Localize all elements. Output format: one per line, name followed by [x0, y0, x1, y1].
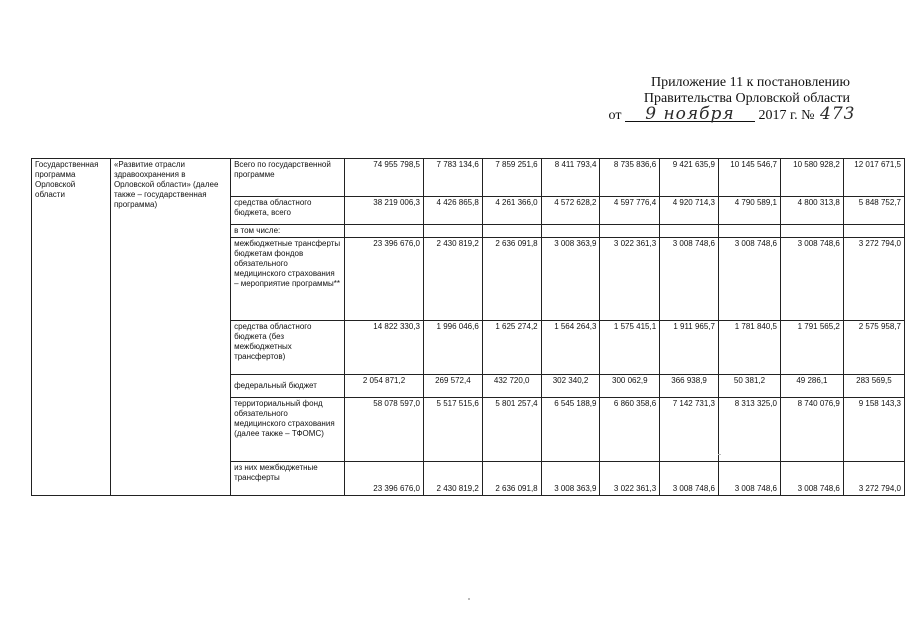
value-cell: 9 158 143,3: [843, 398, 904, 462]
value-cell: 8 735 836,6: [600, 159, 660, 197]
handwritten-date: 9 ноября: [625, 107, 755, 122]
value-cell: 1 564 264,3: [541, 321, 600, 375]
handwritten-number: 473: [820, 104, 856, 124]
year-suffix: 2017 г. №: [758, 108, 815, 123]
value-cell: 3 022 361,3: [600, 462, 660, 496]
value-cell: 3 272 794,0: [843, 238, 904, 321]
value-cell: 3 008 748,6: [660, 462, 719, 496]
value-cell: 4 790 589,1: [719, 197, 781, 225]
empty-cell: [660, 225, 719, 238]
empty-cell: [423, 225, 482, 238]
scan-speck: [718, 454, 721, 455]
row-label: федеральный бюджет: [231, 375, 345, 398]
row-label: средства областного бюджета, всего: [231, 197, 345, 225]
value-cell: 6 860 358,6: [600, 398, 660, 462]
value-cell: 4 572 628,2: [541, 197, 600, 225]
value-cell: 3 008 363,9: [541, 462, 600, 496]
value-cell: 3 272 794,0: [843, 462, 904, 496]
value-cell: 10 580 928,2: [780, 159, 843, 197]
value-cell: 1 996 046,6: [423, 321, 482, 375]
value-cell: 3 008 748,6: [780, 238, 843, 321]
value-cell: 10 145 546,7: [719, 159, 781, 197]
value-cell: 1 575 415,1: [600, 321, 660, 375]
value-cell: 3 008 363,9: [541, 238, 600, 321]
value-cell: 8 313 325,0: [719, 398, 781, 462]
value-cell: 2 430 819,2: [423, 462, 482, 496]
row-label: из них межбюджетные трансферты: [231, 462, 345, 496]
row-label: межбюджетные трансферты бюджетам фондов обязательного медицинского страхования – мероприятие программы**: [231, 238, 345, 321]
program-name-cell: «Развитие отрасли здравоохранения в Орловской области» (далее также – государственная программа): [110, 159, 230, 496]
value-cell: 2 636 091,8: [482, 462, 541, 496]
value-cell: 3 008 748,6: [719, 238, 781, 321]
value-cell: 1 791 565,2: [780, 321, 843, 375]
value-cell: 1 781 840,5: [719, 321, 781, 375]
value-cell: 38 219 006,3: [345, 197, 424, 225]
empty-cell: [482, 225, 541, 238]
value-cell: 7 783 134,6: [423, 159, 482, 197]
value-cell: 8 411 793,4: [541, 159, 600, 197]
value-cell: 4 920 714,3: [660, 197, 719, 225]
table-row: [32, 159, 905, 197]
value-cell: 2 575 958,7: [843, 321, 904, 375]
value-cell: 1 911 965,7: [660, 321, 719, 375]
value-cell: 3 008 748,6: [719, 462, 781, 496]
value-cell: 14 822 330,3: [345, 321, 424, 375]
value-cell: 1 625 274,2: [482, 321, 541, 375]
empty-cell: [719, 225, 781, 238]
value-cell: 300 062,9: [600, 375, 660, 398]
value-cell: 50 381,2: [719, 375, 781, 398]
document-header: [560, 75, 856, 124]
row-label: в том числе:: [231, 225, 345, 238]
program-type-cell: Государственная программа Орловской области: [32, 159, 111, 496]
value-cell: 23 396 676,0: [345, 462, 424, 496]
value-cell: 58 078 597,0: [345, 398, 424, 462]
value-cell: 5 517 515,6: [423, 398, 482, 462]
empty-cell: [843, 225, 904, 238]
decree-date-line: [560, 104, 856, 124]
empty-cell: [600, 225, 660, 238]
value-cell: 8 740 076,9: [780, 398, 843, 462]
value-cell: 366 938,9: [660, 375, 719, 398]
appendix-title: Приложение 11 к постановлению: [650, 75, 850, 90]
value-cell: 7 142 731,3: [660, 398, 719, 462]
empty-cell: [345, 225, 424, 238]
from-prefix: от: [608, 108, 622, 123]
value-cell: 23 396 676,0: [345, 238, 424, 321]
value-cell: 3 008 748,6: [780, 462, 843, 496]
value-cell: 4 426 865,8: [423, 197, 482, 225]
empty-cell: [780, 225, 843, 238]
value-cell: 2 636 091,8: [482, 238, 541, 321]
row-label: Всего по государственной программе: [231, 159, 345, 197]
value-cell: 302 340,2: [541, 375, 600, 398]
value-cell: 49 286,1: [780, 375, 843, 398]
value-cell: 3 022 361,3: [600, 238, 660, 321]
value-cell: 5 801 257,4: [482, 398, 541, 462]
value-cell: 4 597 776,4: [600, 197, 660, 225]
value-cell: 2 430 819,2: [423, 238, 482, 321]
value-cell: 283 569,5: [843, 375, 904, 398]
value-cell: 4 800 313,8: [780, 197, 843, 225]
value-cell: 7 859 251,6: [482, 159, 541, 197]
government-line: Правительства Орловской области: [643, 91, 850, 106]
value-cell: 2 054 871,2: [345, 375, 424, 398]
value-cell: 6 545 188,9: [541, 398, 600, 462]
value-cell: 12 017 671,5: [843, 159, 904, 197]
value-cell: 5 848 752,7: [843, 197, 904, 225]
empty-cell: [541, 225, 600, 238]
row-label: территориальный фонд обязательного медицинского страхования (далее также – ТФОМС): [231, 398, 345, 462]
value-cell: 9 421 635,9: [660, 159, 719, 197]
row-label: средства областного бюджета (без межбюджетных трансфертов): [231, 321, 345, 375]
value-cell: 269 572,4: [423, 375, 482, 398]
scan-speck: [468, 598, 470, 600]
value-cell: 74 955 798,5: [345, 159, 424, 197]
budget-table: [31, 158, 905, 496]
value-cell: 432 720,0: [482, 375, 541, 398]
value-cell: 4 261 366,0: [482, 197, 541, 225]
value-cell: 3 008 748,6: [660, 238, 719, 321]
